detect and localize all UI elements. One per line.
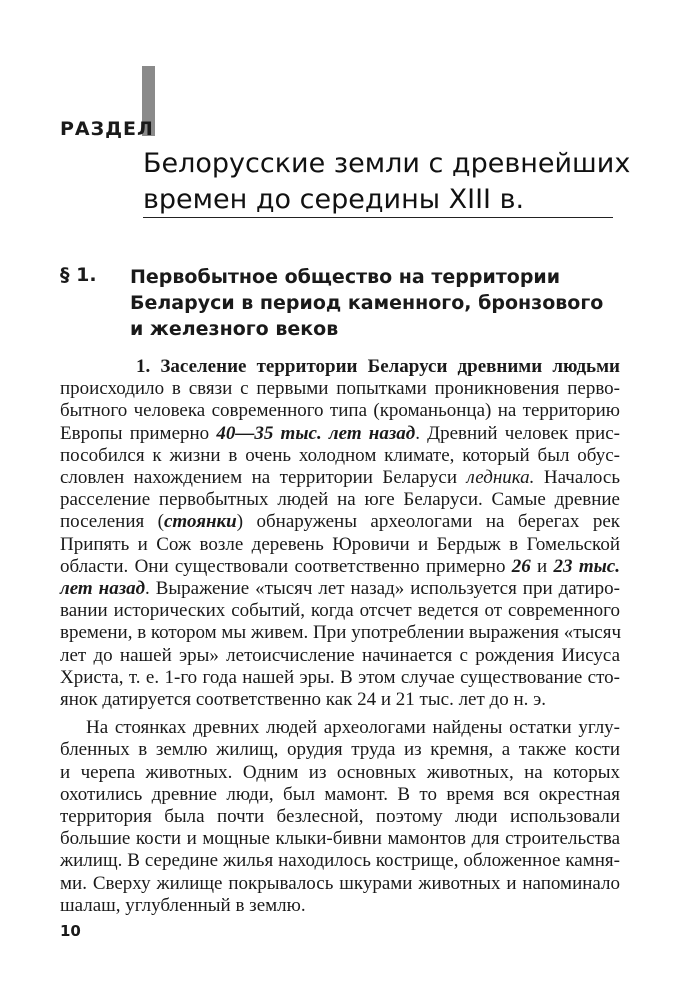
text-span: и xyxy=(530,555,554,577)
text-line xyxy=(60,511,620,533)
text-line: времени, в котором мы живем. При употреблении выражения «тысяч xyxy=(60,622,622,644)
text-line: пособился к жизни в очень холодном климате, который был обус- xyxy=(60,444,620,466)
text-span: словлен нахождением на территории Беларуси xyxy=(60,467,467,489)
body-text xyxy=(60,356,620,917)
text-line: ми. Сверху жилище покрывалось шкурами животных и напоминало xyxy=(60,872,620,894)
text-line: янок датируется соответственно как 24 и 21 тыс. лет до н. э. xyxy=(60,689,547,711)
text-line xyxy=(60,356,620,378)
section-title xyxy=(143,146,631,218)
section-title-line: Белорусские земли с древнейших xyxy=(143,148,631,179)
text-span: Европы примерно xyxy=(60,422,217,444)
text-line xyxy=(60,423,620,445)
date-emphasis: 40—35 тыс. лет назад xyxy=(216,422,416,444)
term-emphasis: ледника. xyxy=(466,467,535,489)
text-line: жилищ. В середине жилья находилось кострище, обложенное камня- xyxy=(60,850,620,872)
text-line: Припять и Сож возле деревень Юровичи и Бердыж в Гомельской xyxy=(60,533,620,555)
text-line: охотились древние люди, был мамонт. В то время вся окрестная xyxy=(60,783,620,805)
text-line xyxy=(60,467,620,489)
paragraph-title xyxy=(130,264,620,342)
subsection-heading: 1. Заселение территории Беларуси древними людьми xyxy=(136,356,620,377)
text-span: Началось xyxy=(534,467,620,489)
text-span: ) обнаружены археологами на берегах рек xyxy=(236,511,620,533)
text-line: шалаш, углубленный в землю. xyxy=(60,894,306,916)
text-line: Христа, т. е. 1-го года нашей эры. В этом случае существование сто- xyxy=(60,666,620,688)
text-span: поселения ( xyxy=(60,511,164,533)
text-line: и черепа животных. Одним из основных животных, на которых xyxy=(60,761,620,783)
text-line xyxy=(60,556,620,578)
paragraph-title-line: Беларуси в период каменного, бронзового xyxy=(130,292,604,314)
text-line: На стоянках древних людей археологами найдены остатки углу- xyxy=(86,717,620,739)
paragraph-number: § 1. xyxy=(60,264,97,286)
text-span: области. Они существовали соответственно примерно xyxy=(60,555,512,577)
date-emphasis: лет назад xyxy=(60,578,146,600)
date-emphasis: 26 xyxy=(511,555,531,577)
text-span: . Древний человек прис- xyxy=(415,422,620,444)
text-span: . Выражение «тысяч лет назад» используется при датиро- xyxy=(145,578,620,600)
text-line xyxy=(60,578,620,600)
title-divider xyxy=(143,217,613,218)
text-line: территория была почти безлесной, поэтому люди использовали xyxy=(60,806,620,828)
paragraph-title-line: Первобытное общество на территории xyxy=(130,266,561,288)
date-emphasis: 23 тыс. xyxy=(553,555,620,577)
paragraph-title-line: и железного веков xyxy=(130,318,339,340)
section-title-line: времен до середины XIII в. xyxy=(143,184,525,215)
term-emphasis: стоянки xyxy=(163,511,237,533)
page-number: 10 xyxy=(60,922,81,940)
section-label: РАЗДЕЛ xyxy=(60,118,154,140)
text-line: бытного человека современного типа (кроманьонца) на территорию xyxy=(60,400,620,422)
text-line: большие кости и мощные клыки-бивни мамонтов для строительства xyxy=(60,828,620,850)
text-line: происходило в связи с первыми попытками проникновения перво- xyxy=(60,378,620,400)
text-line: расселение первобытных людей на юге Беларуси. Самые древние xyxy=(60,489,620,511)
text-line: бленных в землю жилищ, орудия труда из кремня, а также кости xyxy=(60,739,620,761)
text-line: вании исторических событий, когда отсчет ведется от современного xyxy=(60,600,620,622)
text-line: лет до нашей эры» летоисчисление начинается с рождения Иисуса xyxy=(60,644,620,666)
